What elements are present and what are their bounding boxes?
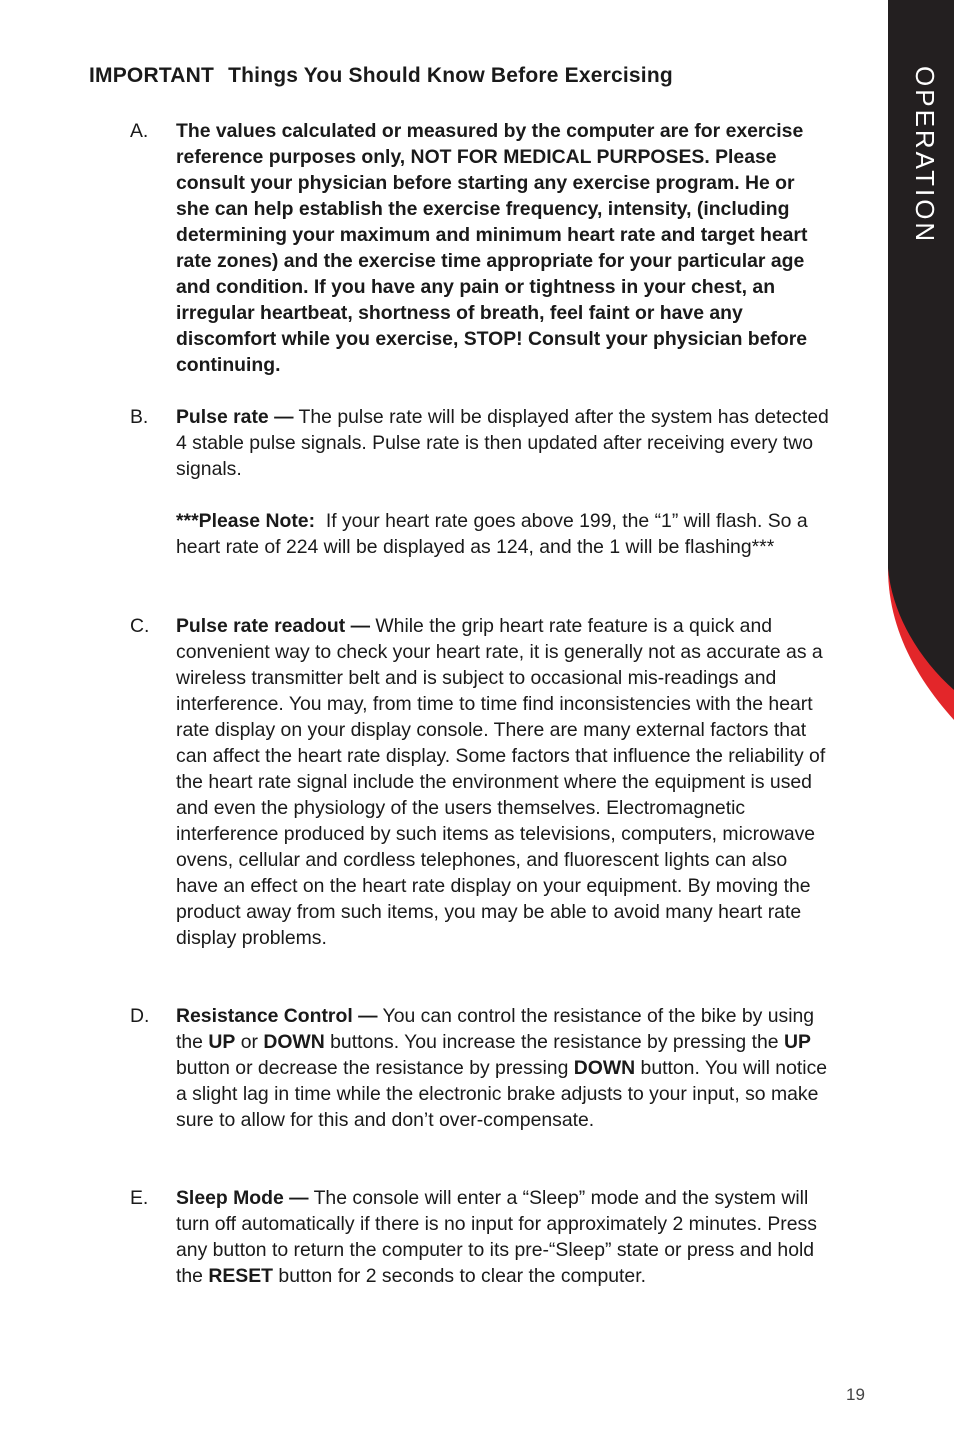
page-heading — [89, 64, 673, 88]
page-number: 19 — [846, 1385, 865, 1404]
item-b-note-label: ***Please Note: — [176, 510, 316, 532]
up-button-label: UP — [783, 1031, 811, 1053]
list-marker: A. — [130, 120, 149, 142]
item-b-note-text: If your heart rate goes above 199, the “1” will flash. So a heart rate of 224 will be displayed as 124, and the 1 will be flashing*** — [176, 510, 808, 558]
item-c-paragraph — [176, 613, 830, 951]
item-e-text: The console will enter a “Sleep” mode and the system will turn off automatically if there is no input for approximately 2 minutes. Press any button to return the computer to its pre-“Sleep” state or press and hold the — [176, 1187, 817, 1287]
item-a-text: The values calculated or measured by the computer are for exercise reference purposes only, NOT FOR MEDICAL PURPOSES. Please consult your physician before starting any exercise program. He or she can help establish the exercise frequency, intensity, (including determining your maximum and minimum heart rate and target heart rate zones) and the exercise time appropriate for your particular age and condition. If you have any pain or tightness in your chest, an irregular heartbeat, shortness of breath, feel faint or have any discomfort while you exercise, STOP! Consult your physician before continuing. — [176, 120, 808, 376]
up-button-label: UP — [208, 1031, 236, 1053]
item-e-text: button for 2 seconds to clear the computer. — [278, 1265, 646, 1287]
item-b-note — [176, 508, 830, 560]
item-e-paragraph — [176, 1185, 830, 1289]
item-d-or: or — [240, 1031, 258, 1053]
list-item-b — [130, 404, 830, 560]
item-d-paragraph — [176, 1003, 830, 1133]
list-item-d — [130, 1003, 830, 1133]
item-b-paragraph — [176, 404, 830, 482]
item-d-text: button. You will notice a slight lag in time while the electronic brake adjusts to your input, so make sure to allow for this and don’t over-compensate. — [176, 1057, 828, 1131]
down-button-label: DOWN — [573, 1057, 636, 1079]
heading-title: Things You Should Know Before Exercising — [228, 64, 673, 87]
list-marker: E. — [130, 1187, 149, 1209]
item-e-title: Sleep Mode — — [176, 1187, 309, 1209]
item-c-text: While the grip heart rate feature is a quick and convenient way to check your heart rate, it is generally not as accurate as a wireless transmitter belt and is subject to occasional mis-readings and interference. You may, from time to time find inconsistencies with the heart rate display on your display console. There are many external factors that can affect the heart rate display. Some factors that influence the reliability of the heart rate signal include the environment where the equipment is used and even the physiology of the users themselves. Electromagnetic interference produced by such items as televisions, computers, microwave ovens, cellular and cordless telephones, and fluorescent lights can also have an effect on the heart rate display on your equipment. By moving the product away from such items, you may be able to avoid many heart rate display problems. — [176, 615, 826, 949]
heading-important: IMPORTANT — [89, 64, 215, 87]
list-marker: C. — [130, 615, 150, 637]
list-item-e — [130, 1185, 830, 1289]
reset-button-label: RESET — [208, 1265, 274, 1287]
item-b-text: The pulse rate will be displayed after the system has detected 4 stable pulse signals. Pulse rate is then updated after receiving every two signals. — [176, 406, 829, 480]
item-d-text: button or decrease the resistance by pressing — [176, 1057, 569, 1079]
item-d-text: buttons. You increase the resistance by pressing the — [330, 1031, 779, 1053]
item-d-text: You can control the resistance of the bike by using the — [176, 1005, 815, 1053]
item-d-title: Resistance Control — — [176, 1005, 378, 1027]
list-marker: B. — [130, 406, 149, 428]
item-b-title: Pulse rate — — [176, 406, 294, 428]
down-button-label: DOWN — [263, 1031, 325, 1053]
list-marker: D. — [130, 1005, 150, 1027]
list-item-a — [130, 118, 830, 378]
item-c-title: Pulse rate readout — — [176, 615, 370, 637]
list-item-c — [130, 613, 830, 951]
section-tab-label: OPERATION — [910, 66, 940, 245]
